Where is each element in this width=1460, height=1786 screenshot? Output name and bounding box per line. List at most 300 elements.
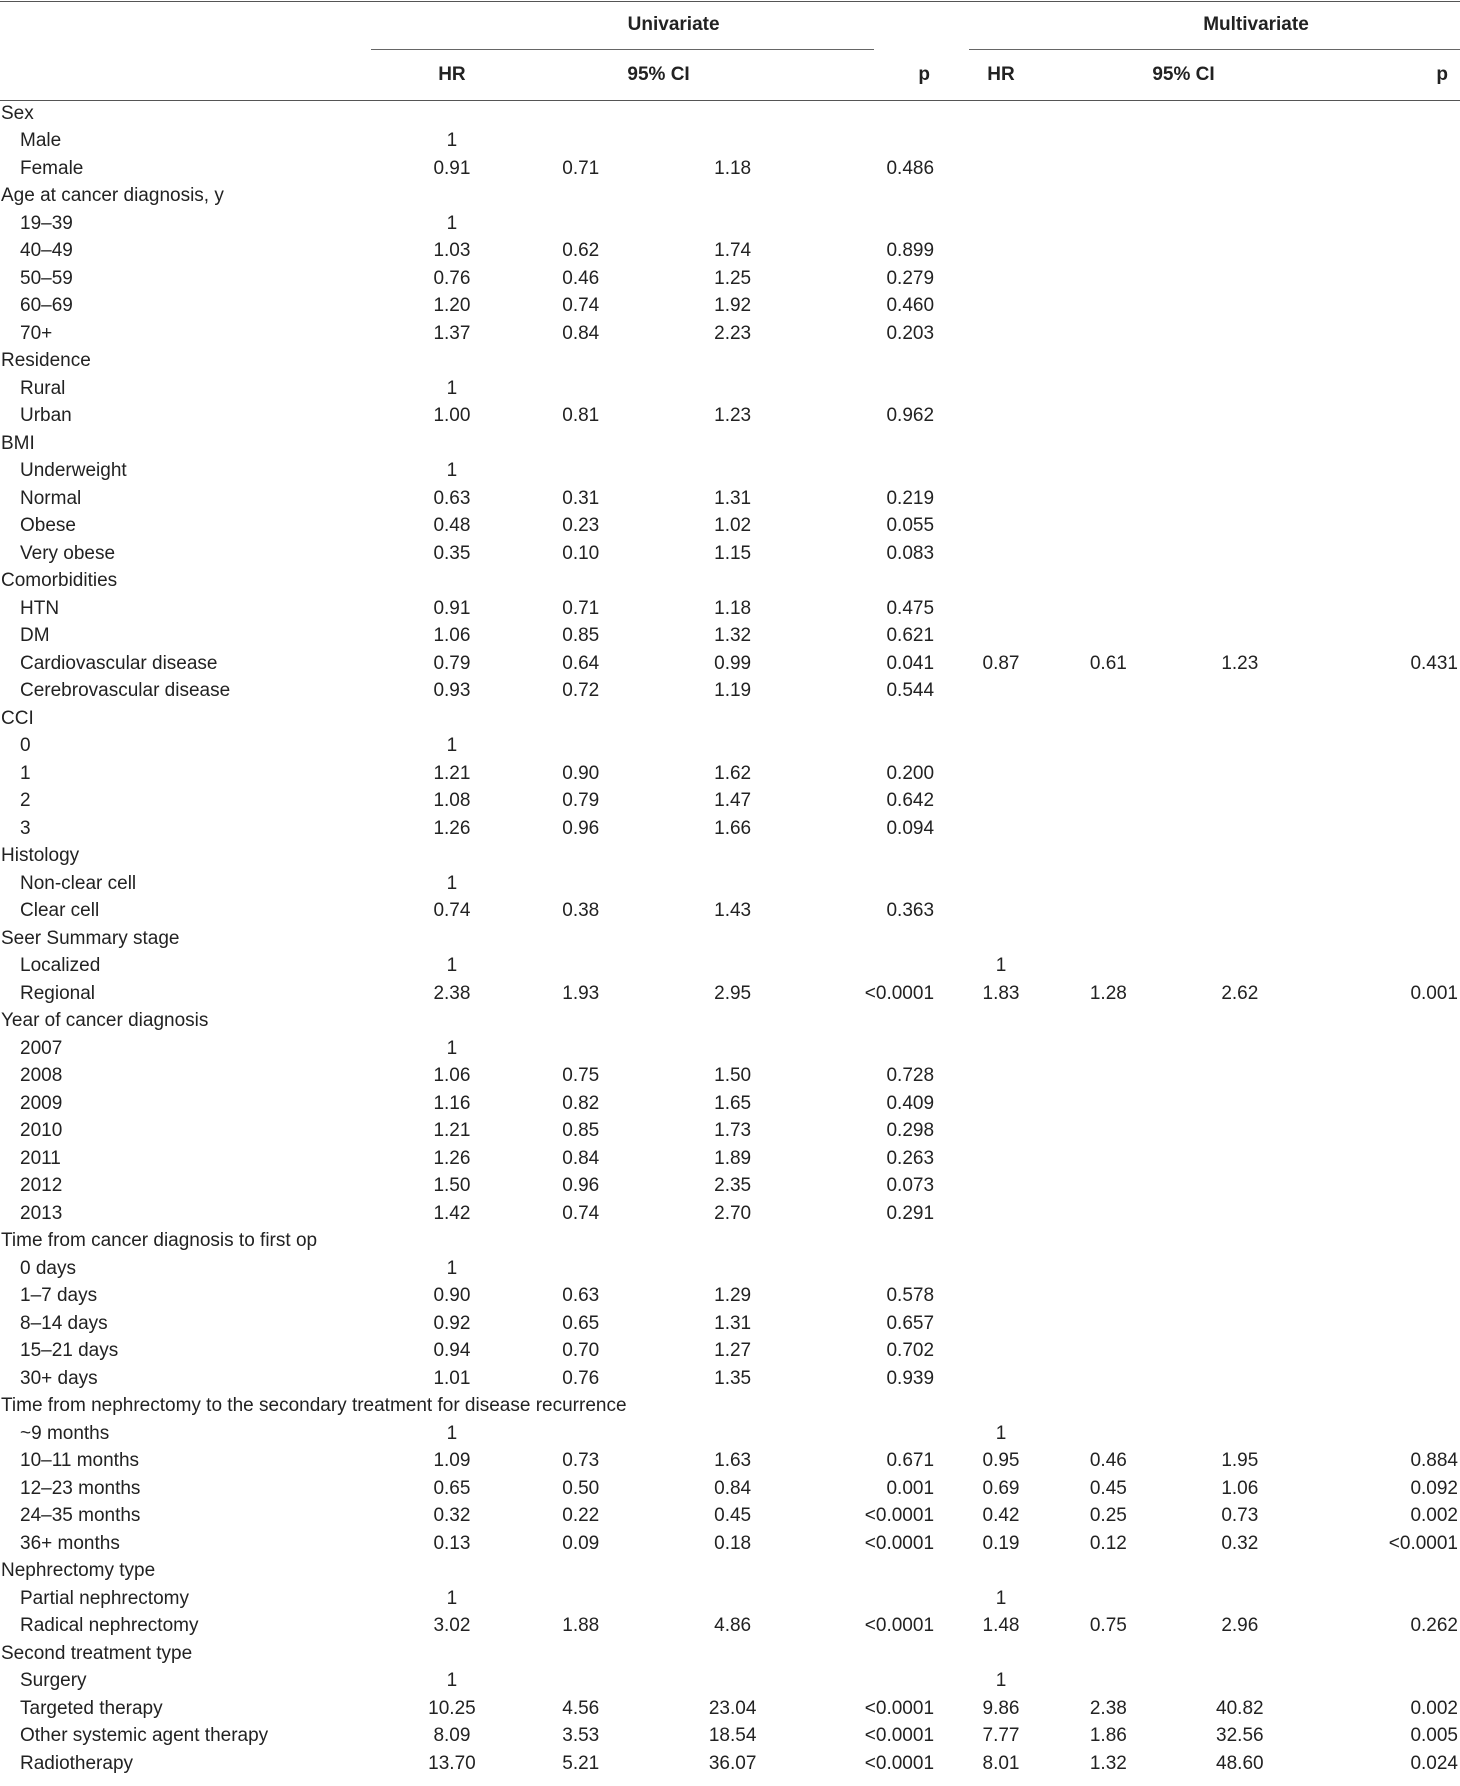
multivariate-p-cell: [1315, 485, 1460, 513]
row-label: Partial nephrectomy: [20, 1587, 189, 1609]
univariate-ci-low-cell: 0.74: [562, 295, 600, 317]
group-row: [0, 430, 1460, 458]
multivariate-hr-cell: 0.69: [982, 1477, 1020, 1499]
row-label: 15–21 days: [20, 1340, 119, 1362]
univariate-ci-low-cell: 0.62: [562, 240, 600, 262]
univariate-hr-cell: 1.16: [433, 1092, 471, 1114]
multivariate-ci-header: 95% CI: [1152, 64, 1215, 85]
table-row: [0, 293, 1460, 321]
row-label: 70+: [20, 322, 53, 344]
multivariate-p-cell: [1315, 128, 1460, 156]
multivariate-p-cell: 0.024: [1410, 1752, 1458, 1774]
row-label: 3: [20, 817, 31, 839]
univariate-ci-high-cell: 0.99: [714, 652, 752, 674]
row-label: 0: [20, 735, 31, 757]
univariate-ci-low-cell: 3.53: [562, 1725, 600, 1747]
multivariate-hr-cell: 1: [995, 1422, 1007, 1444]
multivariate-ci-high-cell: [1165, 870, 1315, 898]
univariate-ci-high-cell: 1.35: [714, 1367, 752, 1389]
multivariate-hr-cell: [950, 1310, 1052, 1338]
multivariate-hr-cell: 0.87: [982, 652, 1020, 674]
multivariate-p-cell: [1315, 513, 1460, 541]
multivariate-ci-high-cell: [1165, 898, 1315, 926]
multivariate-ci-high-cell: [1165, 1118, 1315, 1146]
multivariate-hr-cell: 1.48: [982, 1615, 1020, 1637]
group-label: Nephrectomy type: [1, 1560, 156, 1582]
multivariate-ci-high-cell: [1165, 678, 1315, 706]
univariate-hr-cell: 1.37: [433, 322, 471, 344]
multivariate-ci-low-cell: [1052, 1420, 1165, 1448]
multivariate-hr-cell: 9.86: [982, 1697, 1020, 1719]
univariate-hr-cell: 1.21: [433, 1120, 471, 1142]
univariate-hr-cell: 0.94: [433, 1340, 471, 1362]
multivariate-ci-low-cell: 0.12: [1089, 1532, 1127, 1554]
multivariate-hr-cell: [950, 1035, 1052, 1063]
row-label: Very obese: [20, 542, 116, 564]
univariate-hr-cell: 0.63: [433, 487, 471, 509]
group-label: Comorbidities: [1, 570, 118, 592]
table-row: [0, 1338, 1460, 1366]
univariate-p-cell: 0.219: [886, 487, 935, 509]
multivariate-underline: [969, 49, 1460, 50]
multivariate-hr-cell: [950, 458, 1052, 486]
row-label: Targeted therapy: [20, 1697, 163, 1719]
table-row: [0, 1118, 1460, 1146]
group-row: [0, 925, 1460, 953]
univariate-p-cell: 0.279: [886, 267, 935, 289]
multivariate-hr-cell: 0.19: [982, 1532, 1020, 1554]
multivariate-p-cell: [1315, 870, 1460, 898]
group-label: Seer Summary stage: [1, 927, 180, 949]
univariate-ci-high-cell: 1.18: [714, 157, 752, 179]
multivariate-ci-low-cell: 0.25: [1089, 1505, 1127, 1527]
variable-header: [0, 0, 397, 50]
multivariate-hr-cell: [950, 1090, 1052, 1118]
univariate-ci-high-cell: [655, 953, 811, 981]
table-row: [0, 678, 1460, 706]
univariate-ci-high-cell: 36.07: [708, 1752, 757, 1774]
table-row: [0, 1310, 1460, 1338]
multivariate-ci-low-cell: 1.86: [1089, 1725, 1127, 1747]
multivariate-p-cell: <0.0001: [1388, 1532, 1458, 1554]
multivariate-p-cell: [1315, 1283, 1460, 1311]
multivariate-hr-cell: 0.42: [982, 1505, 1020, 1527]
multivariate-ci-low-cell: [1052, 403, 1165, 431]
multivariate-p-cell: [1315, 540, 1460, 568]
row-label: 10–11 months: [20, 1450, 140, 1472]
multivariate-hr-cell: 1: [995, 1670, 1007, 1692]
multivariate-p-cell: [1315, 375, 1460, 403]
multivariate-ci-low-cell: [1052, 1035, 1165, 1063]
row-label: 2: [20, 790, 31, 812]
group-label: CCI: [1, 707, 34, 729]
multivariate-p-cell: 0.431: [1410, 652, 1458, 674]
table-row: [0, 375, 1460, 403]
multivariate-hr-cell: [950, 1145, 1052, 1173]
univariate-hr-cell: 1: [446, 1587, 458, 1609]
univariate-p-cell: 0.073: [886, 1175, 935, 1197]
univariate-ci-high-cell: 1.19: [714, 680, 752, 702]
multivariate-ci-high-cell: [1165, 733, 1315, 761]
row-label: Female: [20, 157, 84, 179]
table-row: [0, 1613, 1460, 1641]
multivariate-ci-high-cell: [1165, 623, 1315, 651]
row-label: 36+ months: [20, 1532, 120, 1554]
multivariate-hr-cell: [950, 265, 1052, 293]
group-row: [0, 183, 1460, 211]
multivariate-ci-high-cell: 0.73: [1221, 1505, 1259, 1527]
univariate-ci-low-cell: 0.76: [562, 1367, 600, 1389]
multivariate-p-cell: 0.002: [1410, 1697, 1458, 1719]
multivariate-ci-low-cell: 0.61: [1089, 652, 1127, 674]
multivariate-ci-high-cell: [1165, 953, 1315, 981]
multivariate-ci-low-cell: [1052, 1585, 1165, 1613]
univariate-p-cell: 0.055: [886, 515, 935, 537]
univariate-p-header: p: [918, 64, 931, 85]
multivariate-p-header: p: [1436, 64, 1448, 85]
univariate-ci-low-cell: 0.73: [562, 1450, 600, 1472]
multivariate-hr-cell: [950, 870, 1052, 898]
univariate-hr-cell: 0.91: [433, 157, 471, 179]
univariate-hr-cell: 2.38: [433, 982, 471, 1004]
multivariate-ci-high-cell: [1165, 265, 1315, 293]
univariate-ci-header: 95% CI: [627, 64, 690, 85]
multivariate-ci-high-cell: [1165, 1200, 1315, 1228]
table-row: [0, 1668, 1460, 1696]
univariate-hr-cell: 3.02: [433, 1615, 471, 1637]
univariate-p-cell: 0.298: [886, 1120, 935, 1142]
row-label: Cerebrovascular disease: [20, 680, 231, 702]
multivariate-ci-low-cell: [1052, 870, 1165, 898]
multivariate-ci-low-cell: [1052, 1200, 1165, 1228]
table-row: [0, 1200, 1460, 1228]
univariate-ci-low-cell: [507, 870, 655, 898]
multivariate-ci-high-cell: [1165, 1145, 1315, 1173]
group-row: [0, 568, 1460, 596]
univariate-p-cell: 0.203: [886, 322, 935, 344]
univariate-hr-cell: 1.20: [433, 295, 471, 317]
group-row: [0, 705, 1460, 733]
multivariate-ci-low-cell: [1052, 155, 1165, 183]
table-row: [0, 458, 1460, 486]
multivariate-ci-high-cell: [1165, 760, 1315, 788]
multivariate-hr-cell: [950, 678, 1052, 706]
multivariate-hr-cell: 7.77: [982, 1725, 1020, 1747]
univariate-ci-low-cell: [507, 1035, 655, 1063]
multivariate-hr-cell: [950, 623, 1052, 651]
univariate-p-cell: [810, 953, 950, 981]
multivariate-p-cell: 0.002: [1410, 1505, 1458, 1527]
univariate-ci-high-cell: [655, 1035, 811, 1063]
table-row: [0, 1255, 1460, 1283]
univariate-ci-low-cell: 0.23: [562, 515, 600, 537]
table-row: [0, 238, 1460, 266]
multivariate-hr-cell: 1: [995, 955, 1007, 977]
multivariate-ci-low-cell: [1052, 1338, 1165, 1366]
univariate-p-cell: 0.041: [886, 652, 935, 674]
univariate-ci-low-cell: [507, 1668, 655, 1696]
group-label: BMI: [1, 432, 35, 454]
multivariate-ci-low-cell: 0.46: [1089, 1450, 1127, 1472]
univariate-p-cell: [810, 1255, 950, 1283]
multivariate-ci-low-cell: [1052, 1145, 1165, 1173]
multivariate-ci-low-cell: 1.28: [1089, 982, 1127, 1004]
multivariate-hr-cell: [950, 1173, 1052, 1201]
multivariate-ci-high-cell: [1165, 1173, 1315, 1201]
univariate-ci-low-cell: 0.46: [562, 267, 600, 289]
univariate-ci-high-cell: 2.35: [714, 1175, 752, 1197]
multivariate-ci-high-cell: 1.23: [1221, 652, 1259, 674]
univariate-ci-high-cell: 1.62: [714, 762, 752, 784]
table-row: [0, 540, 1460, 568]
univariate-p-cell: 0.083: [886, 542, 935, 564]
row-label: 40–49: [20, 240, 73, 262]
multivariate-ci-high-cell: [1165, 815, 1315, 843]
univariate-ci-high-cell: [655, 210, 811, 238]
multivariate-ci-low-cell: 2.38: [1089, 1697, 1127, 1719]
group-label: Sex: [1, 102, 34, 124]
multivariate-hr-cell: [950, 155, 1052, 183]
multivariate-p-cell: [1315, 1145, 1460, 1173]
multivariate-hr-cell: [950, 1338, 1052, 1366]
univariate-ci-high-cell: [655, 458, 811, 486]
group-row: [0, 1640, 1460, 1668]
group-label: Histology: [1, 845, 80, 867]
univariate-p-cell: 0.728: [886, 1065, 935, 1087]
multivariate-ci-low-cell: [1052, 128, 1165, 156]
row-label: 8–14 days: [20, 1312, 108, 1334]
multivariate-ci-high-cell: [1165, 128, 1315, 156]
multivariate-ci-low-cell: [1052, 678, 1165, 706]
row-label: Obese: [20, 515, 76, 537]
multivariate-p-cell: [1315, 815, 1460, 843]
univariate-ci-low-cell: 0.10: [562, 542, 600, 564]
univariate-ci-high-cell: 1.65: [714, 1092, 752, 1114]
univariate-hr-cell: 0.90: [433, 1285, 471, 1307]
multivariate-hr-cell: 1.83: [982, 982, 1020, 1004]
multivariate-ci-low-cell: 0.45: [1089, 1477, 1127, 1499]
table-row: [0, 1063, 1460, 1091]
table-row: [0, 210, 1460, 238]
multivariate-p-cell: [1315, 1090, 1460, 1118]
multivariate-p-cell: [1315, 1310, 1460, 1338]
multivariate-ci-low-cell: 0.75: [1089, 1615, 1127, 1637]
multivariate-p-cell: [1315, 210, 1460, 238]
univariate-p-cell: 0.475: [886, 597, 935, 619]
table-row: [0, 595, 1460, 623]
univariate-hr-cell: 1.03: [433, 240, 471, 262]
multivariate-header: Multivariate: [1203, 14, 1309, 35]
multivariate-ci-high-cell: [1165, 375, 1315, 403]
univariate-hr-cell: 0.79: [433, 652, 471, 674]
multivariate-ci-low-cell: [1052, 320, 1165, 348]
univariate-hr-cell: 1: [446, 1257, 458, 1279]
univariate-hr-cell: 0.65: [433, 1477, 471, 1499]
row-label: 19–39: [20, 212, 73, 234]
univariate-ci-low-cell: [507, 1255, 655, 1283]
univariate-ci-low-cell: [507, 375, 655, 403]
multivariate-ci-high-cell: [1165, 1090, 1315, 1118]
table-row: [0, 953, 1460, 981]
multivariate-ci-high-cell: [1165, 595, 1315, 623]
multivariate-ci-high-cell: 32.56: [1216, 1725, 1264, 1747]
multivariate-ci-high-cell: [1165, 1035, 1315, 1063]
multivariate-hr-cell: [950, 1118, 1052, 1146]
univariate-ci-high-cell: 1.50: [714, 1065, 752, 1087]
multivariate-ci-high-cell: [1165, 403, 1315, 431]
multivariate-ci-high-cell: [1165, 1668, 1315, 1696]
multivariate-hr-cell: [950, 733, 1052, 761]
univariate-hr-cell: 0.35: [433, 542, 471, 564]
multivariate-ci-low-cell: [1052, 760, 1165, 788]
multivariate-ci-low-cell: 1.32: [1089, 1752, 1127, 1774]
univariate-hr-cell: 0.74: [433, 900, 471, 922]
univariate-hr-header: HR: [438, 64, 466, 85]
multivariate-ci-high-cell: 1.06: [1221, 1477, 1259, 1499]
univariate-ci-low-cell: 0.75: [562, 1065, 600, 1087]
univariate-ci-high-cell: [655, 1420, 811, 1448]
row-label: 1–7 days: [20, 1285, 98, 1307]
table-row: [0, 733, 1460, 761]
multivariate-p-cell: 0.884: [1410, 1450, 1458, 1472]
row-label: 50–59: [20, 267, 73, 289]
univariate-ci-low-cell: 5.21: [562, 1752, 600, 1774]
row-label: HTN: [20, 597, 60, 619]
multivariate-hr-cell: 0.95: [982, 1450, 1020, 1472]
univariate-hr-cell: 1: [446, 377, 458, 399]
multivariate-p-cell: [1315, 1118, 1460, 1146]
table-row: [0, 870, 1460, 898]
table-row: [0, 898, 1460, 926]
univariate-ci-low-cell: 0.31: [562, 487, 600, 509]
table-row: [0, 265, 1460, 293]
univariate-p-cell: [810, 1668, 950, 1696]
table-row: [0, 403, 1460, 431]
multivariate-ci-low-cell: [1052, 815, 1165, 843]
univariate-hr-cell: 1.26: [433, 817, 471, 839]
univariate-p-cell: [810, 458, 950, 486]
multivariate-ci-low-cell: [1052, 788, 1165, 816]
multivariate-p-cell: [1315, 155, 1460, 183]
univariate-ci-high-cell: 1.31: [714, 1312, 752, 1334]
univariate-ci-low-cell: 0.84: [562, 1147, 600, 1169]
multivariate-hr-cell: [950, 1200, 1052, 1228]
row-label: Rural: [20, 377, 66, 399]
multivariate-hr-cell: [950, 1365, 1052, 1393]
univariate-ci-high-cell: 2.70: [714, 1202, 752, 1224]
univariate-p-cell: 0.671: [886, 1450, 935, 1472]
group-row: [0, 1008, 1460, 1036]
univariate-hr-cell: 1: [446, 130, 458, 152]
multivariate-hr-cell: [950, 128, 1052, 156]
univariate-ci-low-cell: 0.96: [562, 817, 600, 839]
multivariate-ci-high-cell: [1165, 320, 1315, 348]
univariate-ci-high-cell: 1.29: [714, 1285, 752, 1307]
multivariate-p-cell: [1315, 1063, 1460, 1091]
multivariate-ci-low-cell: [1052, 1090, 1165, 1118]
univariate-ci-low-cell: [507, 1585, 655, 1613]
univariate-ci-high-cell: 1.23: [714, 405, 752, 427]
row-label: Radiotherapy: [20, 1752, 134, 1774]
univariate-p-cell: 0.578: [886, 1285, 935, 1307]
multivariate-ci-high-cell: 2.96: [1221, 1615, 1259, 1637]
multivariate-p-cell: [1315, 1668, 1460, 1696]
header-bottom-rule: [0, 100, 1460, 101]
multivariate-ci-low-cell: [1052, 1118, 1165, 1146]
univariate-hr-cell: 1: [446, 735, 458, 757]
row-label: Other systemic agent therapy: [20, 1725, 269, 1747]
multivariate-ci-low-cell: [1052, 293, 1165, 321]
univariate-hr-cell: 0.13: [433, 1532, 471, 1554]
multivariate-ci-low-cell: [1052, 595, 1165, 623]
univariate-p-cell: 0.657: [886, 1312, 935, 1334]
univariate-p-cell: 0.642: [886, 790, 935, 812]
multivariate-ci-low-cell: [1052, 458, 1165, 486]
univariate-ci-high-cell: 1.47: [714, 790, 752, 812]
row-label: 2009: [20, 1092, 63, 1114]
table-row: [0, 1420, 1460, 1448]
row-label: Male: [20, 130, 62, 152]
row-label: Radical nephrectomy: [20, 1615, 199, 1637]
table-row: [0, 320, 1460, 348]
multivariate-ci-low-cell: [1052, 1255, 1165, 1283]
row-label: Urban: [20, 405, 72, 427]
univariate-ci-high-cell: [655, 128, 811, 156]
multivariate-ci-low-cell: [1052, 1283, 1165, 1311]
row-label: Underweight: [20, 460, 127, 482]
univariate-underline: [371, 49, 874, 50]
univariate-ci-low-cell: 4.56: [562, 1697, 600, 1719]
table-row: [0, 485, 1460, 513]
row-label: DM: [20, 625, 50, 647]
group-label: Second treatment type: [1, 1642, 193, 1664]
table-row: [0, 1475, 1460, 1503]
univariate-hr-cell: 1.08: [433, 790, 471, 812]
univariate-hr-cell: 0.32: [433, 1505, 471, 1527]
univariate-p-cell: 0.962: [886, 405, 935, 427]
univariate-hr-cell: 1: [446, 460, 458, 482]
row-label: Cardiovascular disease: [20, 652, 218, 674]
univariate-p-cell: <0.0001: [864, 1752, 935, 1774]
multivariate-hr-cell: [950, 540, 1052, 568]
univariate-p-cell: [810, 1420, 950, 1448]
multivariate-p-cell: [1315, 1365, 1460, 1393]
multivariate-p-cell: [1315, 678, 1460, 706]
univariate-hr-cell: 1.00: [433, 405, 471, 427]
table-row: [0, 1585, 1460, 1613]
group-row: [0, 100, 1460, 128]
table-row: [0, 1035, 1460, 1063]
table-row: [0, 128, 1460, 156]
univariate-p-cell: <0.0001: [864, 982, 935, 1004]
univariate-hr-cell: 0.76: [433, 267, 471, 289]
univariate-hr-cell: 1.09: [433, 1450, 471, 1472]
univariate-p-cell: [810, 128, 950, 156]
univariate-ci-low-cell: [507, 210, 655, 238]
univariate-hr-cell: 1: [446, 1670, 458, 1692]
table-top-rule: [0, 1, 1460, 2]
multivariate-p-cell: [1315, 623, 1460, 651]
univariate-ci-low-cell: 0.65: [562, 1312, 600, 1334]
univariate-hr-cell: 0.93: [433, 680, 471, 702]
row-label: Non-clear cell: [20, 872, 137, 894]
univariate-ci-high-cell: 1.31: [714, 487, 752, 509]
multivariate-hr-cell: [950, 485, 1052, 513]
univariate-ci-low-cell: 0.72: [562, 680, 600, 702]
multivariate-ci-low-cell: [1052, 513, 1165, 541]
row-label: 2011: [20, 1147, 61, 1169]
multivariate-ci-low-cell: [1052, 953, 1165, 981]
